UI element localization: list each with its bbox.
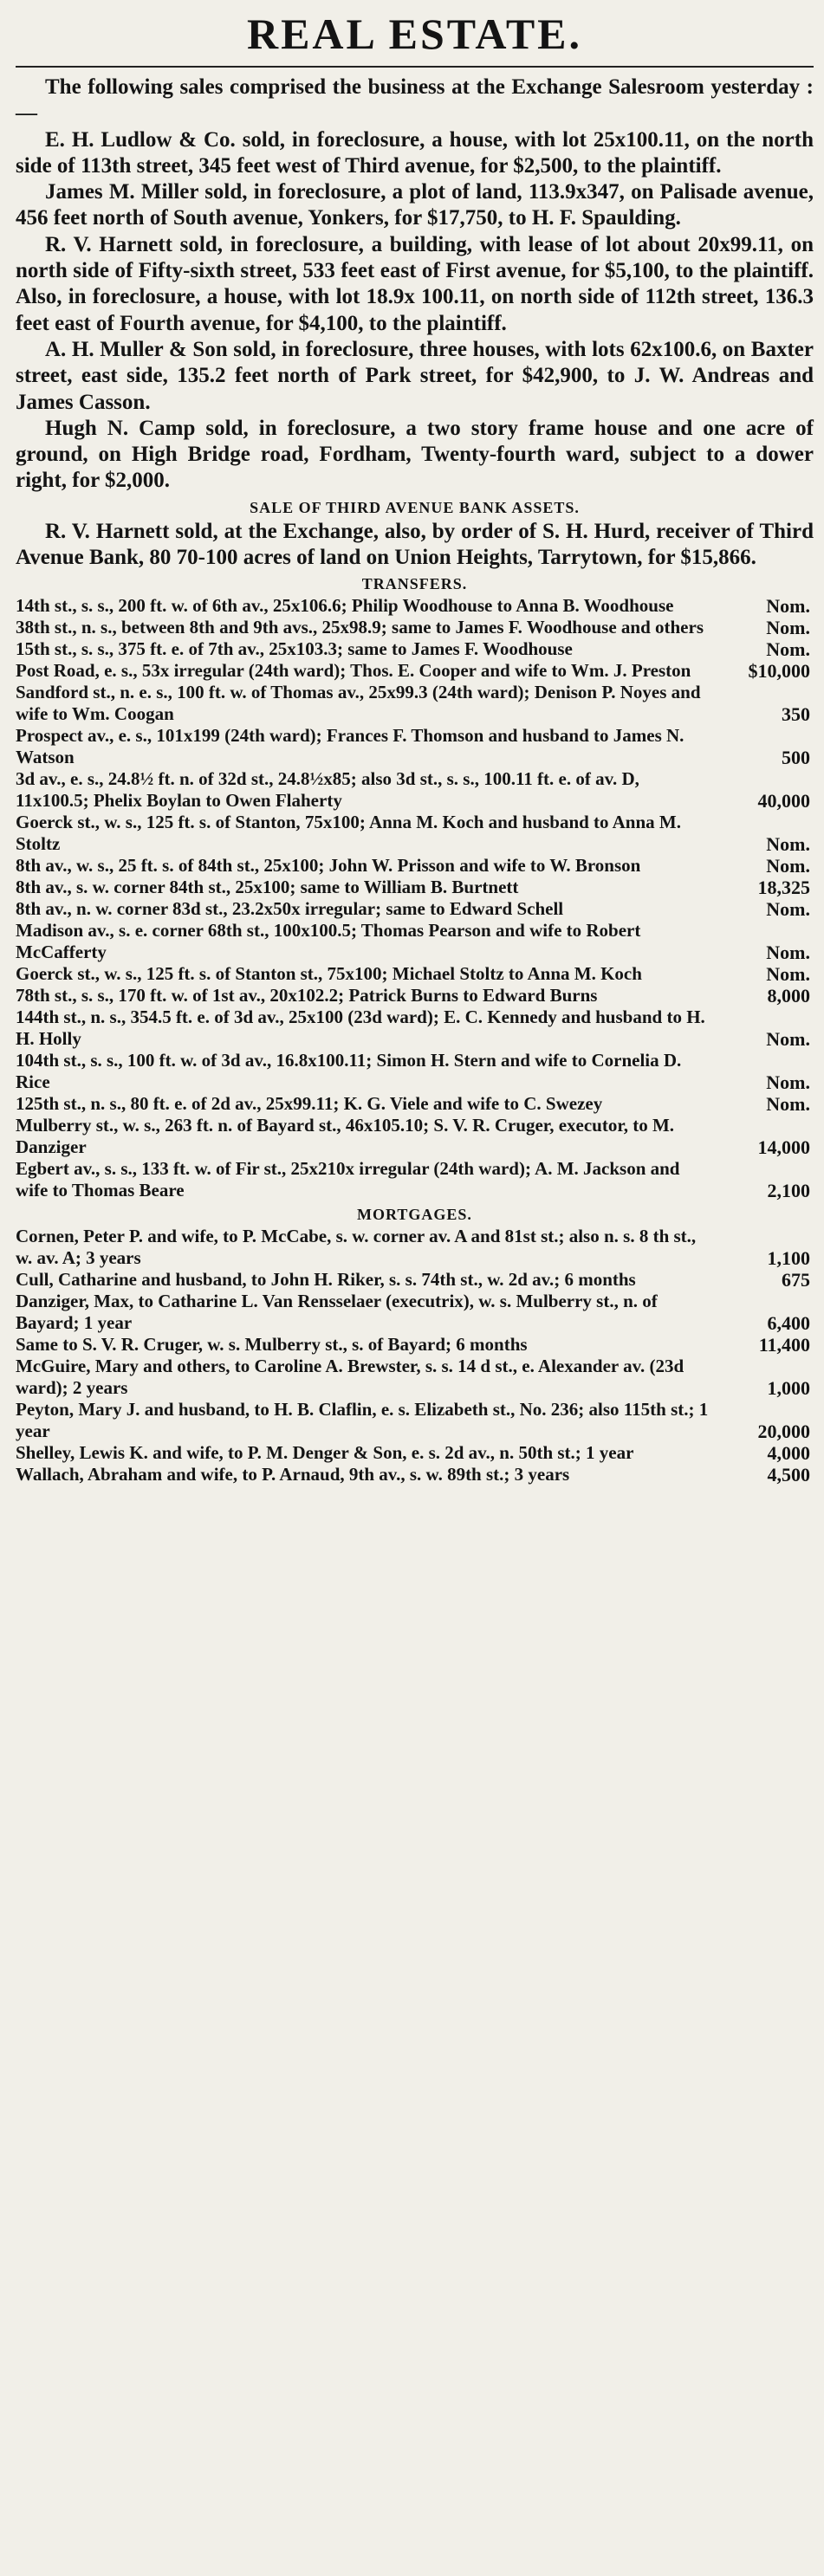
transfer-entry	[16, 768, 814, 812]
transfer-entry-amount: 18,325	[757, 877, 810, 899]
mortgage-entry-text: Wallach, Abraham and wife, to P. Arnaud, 9th av., s. w. 89th st.; 3 years	[16, 1464, 570, 1485]
transfer-entry	[16, 812, 814, 855]
transfer-entry-text: 8th av., n. w. corner 83d st., 23.2x50x irregular; same to Edward Schell	[16, 898, 564, 920]
mortgage-entry-amount: 1,100	[767, 1247, 810, 1270]
transfer-entry-amount: 40,000	[757, 790, 810, 812]
transfer-entry	[16, 963, 814, 985]
mortgage-entry-text: McGuire, Mary and others, to Caroline A. Brewster, s. s. 14 d st., e. Alexander av. (23d ward); 2 years	[16, 1356, 685, 1399]
transfer-entry-amount: Nom.	[766, 617, 810, 639]
transfer-entry	[16, 898, 814, 920]
mortgage-entry	[16, 1269, 814, 1291]
transfer-entry-text: 78th st., s. s., 170 ft. w. of 1st av., 20x102.2; Patrick Burns to Edward Burns	[16, 985, 598, 1006]
mortgage-entry-amount: 4,000	[767, 1442, 810, 1465]
transfer-entry-amount: Nom.	[766, 1071, 810, 1094]
transfer-entry-text: 104th st., s. s., 100 ft. w. of 3d av., 16.8x100.11; Simon H. Stern and wife to Cornelia D. Rice	[16, 1050, 682, 1093]
transfer-entry-amount: 500	[782, 747, 810, 769]
transfer-entry-amount: 14,000	[757, 1136, 810, 1159]
transfer-entry-text: 14th st., s. s., 200 ft. w. of 6th av., 25x106.6; Philip Woodhouse to Anna B. Woodhouse	[16, 595, 674, 617]
mortgage-entry-amount: 4,500	[767, 1464, 810, 1486]
headline-rule	[16, 66, 814, 68]
transfer-entry-amount: 350	[782, 703, 810, 726]
transfer-entry-text: Prospect av., e. s., 101x199 (24th ward); Frances F. Thomson and husband to James N. Watson	[16, 725, 685, 768]
mortgage-entry-text: Cornen, Peter P. and wife, to P. McCabe, s. w. corner av. A and 81st st.; also n. s. 8 th st., w. av. A; 3 years	[16, 1226, 697, 1269]
transfer-entry-amount: Nom.	[766, 942, 810, 964]
mortgage-entry	[16, 1334, 814, 1356]
transfer-entry-amount: Nom.	[766, 595, 810, 618]
mortgage-entry-amount: 11,400	[758, 1334, 810, 1356]
transfer-entry	[16, 1115, 814, 1158]
transfer-entry	[16, 1158, 814, 1201]
transfer-entry-text: 15th st., s. s., 375 ft. e. of 7th av., 25x103.3; same to James F. Woodhouse	[16, 638, 573, 660]
transfer-entry	[16, 682, 814, 725]
transfer-entry-text: Post Road, e. s., 53x irregular (24th ward); Thos. E. Cooper and wife to Wm. J. Preston	[16, 660, 691, 682]
transfer-entry-text: 3d av., e. s., 24.8½ ft. n. of 32d st., 24.8½x85; also 3d st., s. s., 100.11 ft. e. of av. D, 11x100.5; Phelix Boylan to Owen Flaherty	[16, 768, 639, 812]
transfer-entry-amount: Nom.	[766, 963, 810, 986]
intro-paragraph: Hugh N. Camp sold, in foreclosure, a two story frame house and one acre of ground, on High Bridge road, Fordham, Twenty-fourth ward, subject to a dower right, for $2,000.	[16, 416, 814, 493]
intro-paragraph: The following sales comprised the business at the Exchange Salesroom yesterday :—	[16, 75, 814, 126]
bank-sale-paragraph: R. V. Harnett sold, at the Exchange, also, by order of S. H. Hurd, receiver of Third Avenue Bank, 80 70-100 acres of land on Union Heights, Tarrytown, for $15,866.	[16, 519, 814, 570]
transfer-entry-amount: 2,100	[767, 1180, 810, 1202]
transfer-entry-text: 8th av., w. s., 25 ft. s. of 84th st., 25x100; John W. Prisson and wife to W. Bronson	[16, 855, 641, 877]
mortgage-entry	[16, 1226, 814, 1269]
intro-paragraph: R. V. Harnett sold, in foreclosure, a building, with lease of lot about 20x99.11, on north side of Fifty-sixth street, 533 feet east of First avenue, for $5,100, to the plaintiff. Also, in foreclosure, a house, with lot 18.9x 100.11, on north side of 112th street, 136.3 feet east of Fourth avenue, for $4,100, to the plaintiff.	[16, 232, 814, 335]
mortgage-entry	[16, 1464, 814, 1485]
mortgages-list	[16, 1226, 814, 1485]
transfer-entry-text: Egbert av., s. s., 133 ft. w. of Fir st., 25x210x irregular (24th ward); A. M. Jackson and wife to Thomas Beare	[16, 1158, 680, 1201]
mortgage-entry-text: Same to S. V. R. Cruger, w. s. Mulberry st., s. of Bayard; 6 months	[16, 1334, 528, 1356]
mortgage-entry	[16, 1442, 814, 1464]
transfer-entry	[16, 725, 814, 768]
mortgage-entry	[16, 1356, 814, 1399]
transfer-entry	[16, 638, 814, 660]
bank-sale-subhead: SALE OF THIRD AVENUE BANK ASSETS.	[250, 498, 580, 516]
transfer-entry-amount: Nom.	[766, 638, 810, 661]
transfers-list	[16, 595, 814, 1201]
mortgage-entry-amount: 675	[782, 1269, 810, 1291]
transfer-entry-text: Sandford st., n. e. s., 100 ft. w. of Thomas av., 25x99.3 (24th ward); Denison P. Noyes and wife to Wm. Coogan	[16, 682, 701, 725]
intro-paragraph: A. H. Muller & Son sold, in foreclosure, three houses, with lots 62x100.6, on Baxter street, east side, 135.2 feet north of Park street, for $42,900, to J. W. Andreas and James Casson.	[16, 337, 814, 414]
transfer-entry-text: 144th st., n. s., 354.5 ft. e. of 3d av., 25x100 (23d ward); E. C. Kennedy and husband to H. H. Holly	[16, 1006, 705, 1050]
mortgage-entry-text: Danziger, Max, to Catharine L. Van Rensselaer (executrix), w. s. Mulberry st., n. of Bayard; 1 year	[16, 1291, 658, 1334]
transfer-entry-text: 38th st., n. s., between 8th and 9th avs., 25x98.9; same to James F. Woodhouse and others	[16, 617, 704, 638]
mortgage-entry	[16, 1399, 814, 1442]
transfer-entry-text: Madison av., s. e. corner 68th st., 100x100.5; Thomas Pearson and wife to Robert McCafferty	[16, 920, 641, 963]
transfer-entry	[16, 877, 814, 898]
transfer-entry-amount: Nom.	[766, 898, 810, 921]
mortgage-entry-text: Shelley, Lewis K. and wife, to P. M. Denger & Son, e. s. 2d av., n. 50th st.; 1 year	[16, 1442, 634, 1464]
transfer-entry	[16, 1050, 814, 1093]
mortgage-entry-amount: 6,400	[767, 1312, 810, 1335]
transfer-entry-text: Goerck st., w. s., 125 ft. s. of Stanton st., 75x100; Michael Stoltz to Anna M. Koch	[16, 963, 642, 985]
transfer-entry	[16, 660, 814, 682]
transfers-subhead: TRANSFERS.	[361, 575, 468, 593]
transfer-entry	[16, 920, 814, 963]
transfer-entry	[16, 1093, 814, 1115]
transfer-entry-amount: $10,000	[748, 660, 810, 683]
mortgage-entry	[16, 1291, 814, 1334]
transfer-entry-amount: 8,000	[767, 985, 810, 1007]
transfer-entry-amount: Nom.	[766, 855, 810, 877]
transfer-entry-amount: Nom.	[766, 833, 810, 856]
transfer-entry-text: 8th av., s. w. corner 84th st., 25x100; same to William B. Burtnett	[16, 877, 519, 898]
mortgage-entry-text: Peyton, Mary J. and husband, to H. B. Claflin, e. s. Elizabeth st., No. 236; also 115th st.; 1 year	[16, 1399, 709, 1442]
transfer-entry	[16, 595, 814, 617]
intro-paragraph: James M. Miller sold, in foreclosure, a plot of land, 113.9x347, on Palisade avenue, 456 feet north of South avenue, Yonkers, for $17,750, to H. F. Spaulding.	[16, 180, 814, 230]
transfer-entry-amount: Nom.	[766, 1028, 810, 1051]
transfer-entry-text: Goerck st., w. s., 125 ft. s. of Stanton, 75x100; Anna M. Koch and husband to Anna M. Stoltz	[16, 812, 681, 855]
intro-paragraph: E. H. Ludlow & Co. sold, in foreclosure, a house, with lot 25x100.11, on the north side of 113th street, 345 feet west of Third avenue, for $2,500, to the plaintiff.	[16, 127, 814, 178]
transfer-entry-text: Mulberry st., w. s., 263 ft. n. of Bayard st., 46x105.10; S. V. R. Cruger, executor, to M. Danziger	[16, 1115, 675, 1158]
mortgages-subhead: MORTGAGES.	[357, 1206, 472, 1224]
headline: REAL ESTATE.	[246, 10, 583, 58]
transfer-entry-amount: Nom.	[766, 1093, 810, 1116]
transfer-entry-text: 125th st., n. s., 80 ft. e. of 2d av., 25x99.11; K. G. Viele and wife to C. Swezey	[16, 1093, 603, 1115]
transfer-entry	[16, 985, 814, 1006]
mortgage-entry-amount: 20,000	[757, 1421, 810, 1443]
intro-section	[16, 74, 814, 495]
transfer-entry	[16, 1006, 814, 1050]
transfer-entry	[16, 855, 814, 877]
mortgage-entry-amount: 1,000	[767, 1377, 810, 1400]
mortgage-entry-text: Cull, Catharine and husband, to John H. Riker, s. s. 74th st., w. 2d av.; 6 months	[16, 1269, 636, 1291]
transfer-entry	[16, 617, 814, 638]
